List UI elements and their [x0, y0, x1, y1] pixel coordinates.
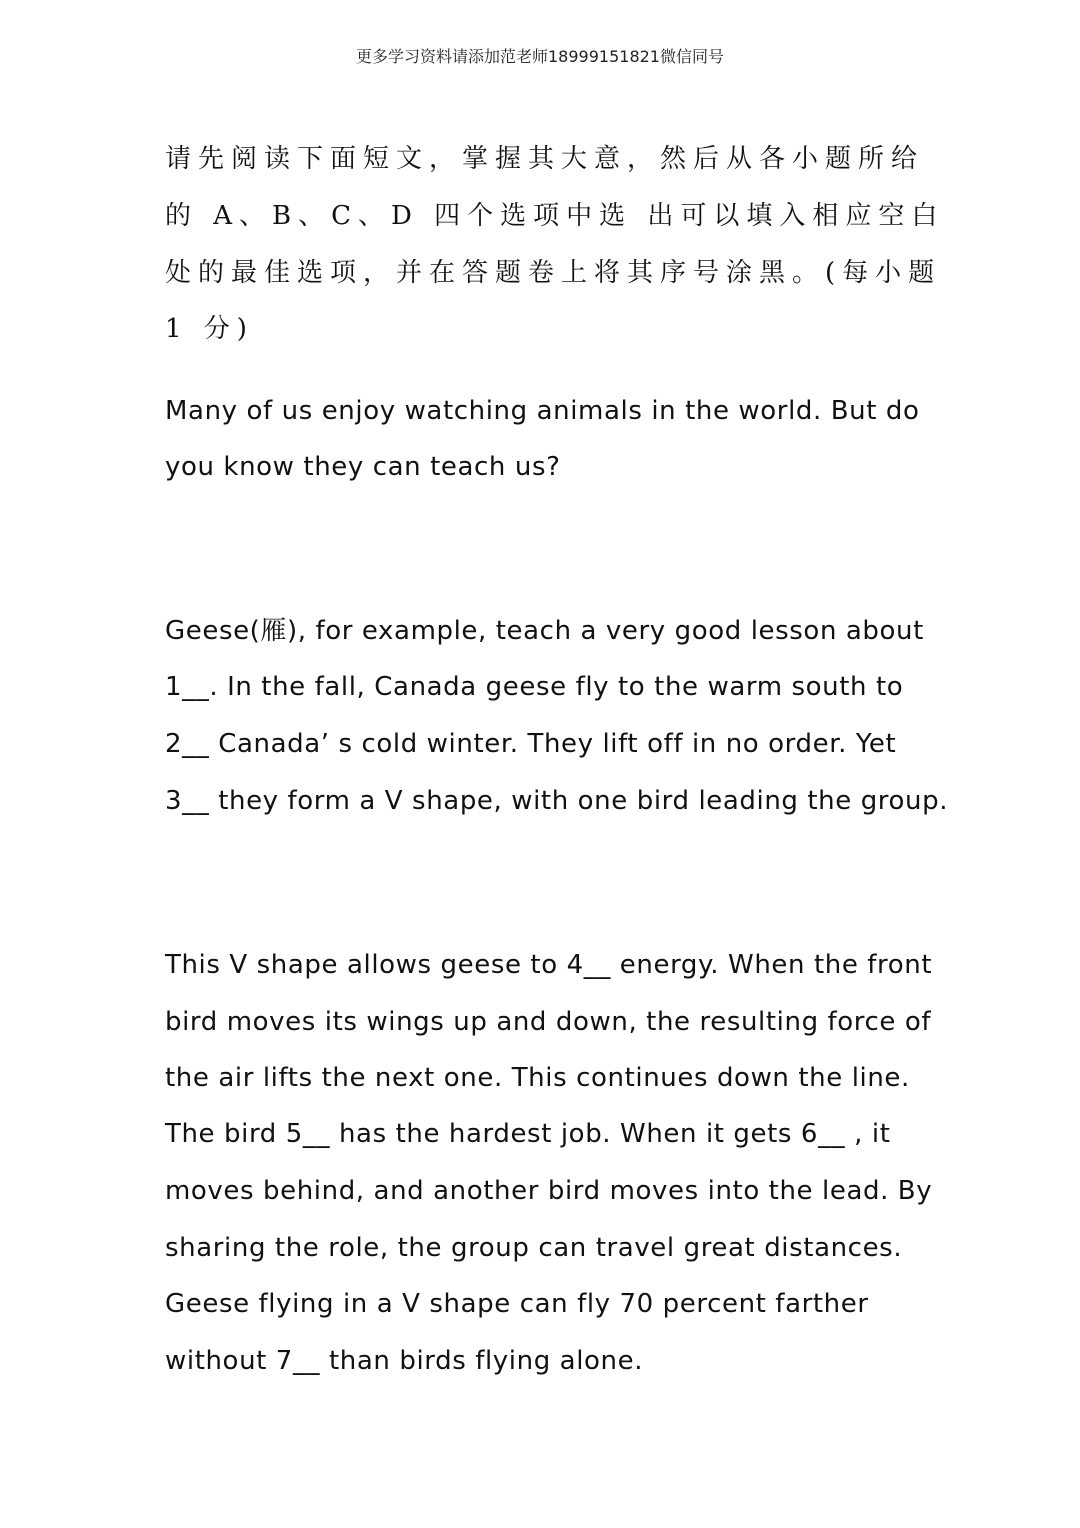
text-line: the air lifts the next one. This continues down the line. — [165, 1063, 910, 1093]
text-line: Geese(雁), for example, teach a very good lesson about — [165, 616, 924, 646]
text-line: moves behind, and another bird moves into the lead. By — [165, 1176, 933, 1206]
instruction-line: 处的最佳选项，并在答题卷上将其序号涂黑。(每小题 — [165, 258, 942, 288]
text-line: This V shape allows geese to 4__ energy. When the front — [165, 950, 933, 980]
text-line: you know they can teach us? — [165, 452, 561, 482]
instruction-line: 的 A、B、C、D 四个选项中选 出可以填入相应空白 — [165, 201, 945, 231]
text-line: Geese flying in a V shape can fly 70 percent farther — [165, 1289, 869, 1319]
instruction-line: 1 分) — [165, 314, 254, 344]
text-line: The bird 5__ has the hardest job. When it gets 6__ , it — [165, 1119, 891, 1149]
text-line: Many of us enjoy watching animals in the world. But do — [165, 396, 920, 426]
text-line: without 7__ than birds flying alone. — [165, 1346, 644, 1376]
text-line: 2__ Canada’ s cold winter. They lift off in no order. Yet — [165, 729, 897, 759]
text-line: 1__. In the fall, Canada geese fly to the warm south to — [165, 672, 904, 702]
page-header-text: 更多学习资料请添加范老师18999151821微信同号 — [356, 47, 724, 66]
text-line: sharing the role, the group can travel great distances. — [165, 1233, 903, 1263]
instruction-line: 请先阅读下面短文，掌握其大意，然后从各小题所给 — [165, 144, 925, 174]
text-line: bird moves its wings up and down, the resulting force of — [165, 1007, 932, 1037]
text-line: 3__ they form a V shape, with one bird leading the group. — [165, 786, 949, 816]
